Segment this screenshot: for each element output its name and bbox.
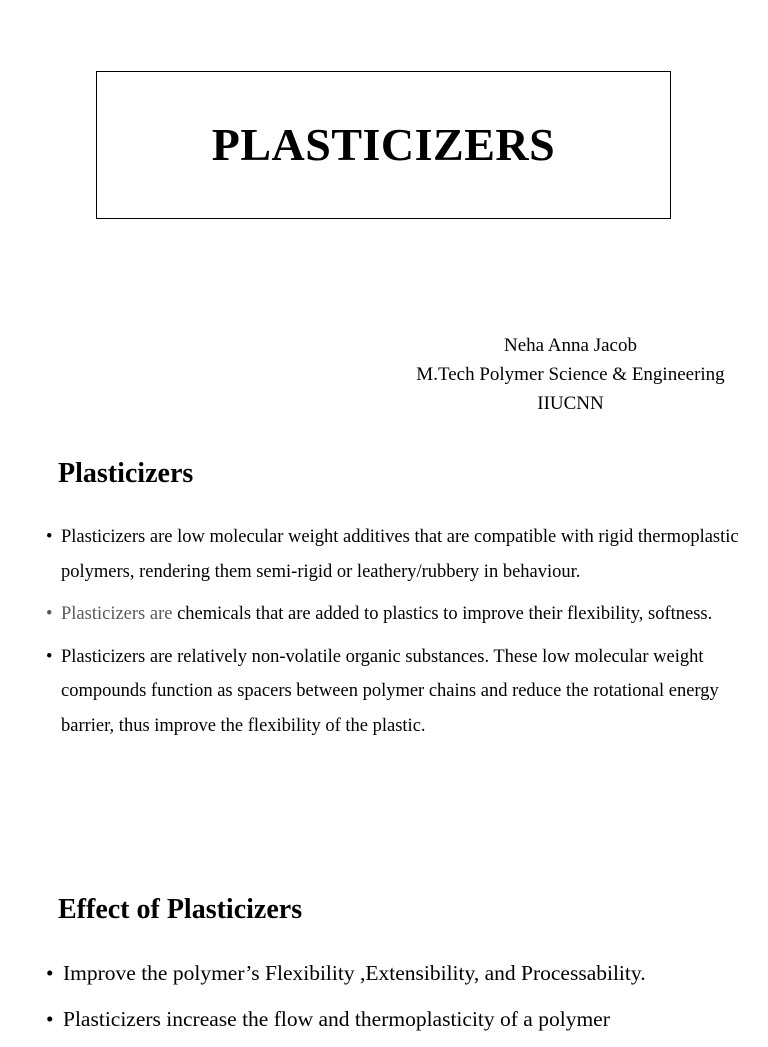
list-item [46, 597, 746, 632]
section-heading-plasticizers: Plasticizers [58, 458, 194, 489]
bullet-text: Plasticizers increase the flow and thermoplasticity of a polymer [63, 1007, 610, 1031]
bullet-icon: • [46, 1007, 54, 1031]
effect-bullet-list [46, 955, 746, 1047]
list-item [46, 1001, 746, 1037]
author-name: Neha Anna Jacob [504, 335, 637, 356]
bullet-text: chemicals that are added to plastics to improve their flexibility, softness. [177, 604, 713, 624]
slide-title: PLASTICIZERS [211, 118, 556, 170]
plasticizers-bullet-list [46, 520, 746, 751]
list-item [46, 640, 746, 744]
author-block [400, 331, 741, 418]
bullet-text-muted: Plasticizers are [61, 604, 178, 624]
bullet-icon: • [46, 961, 54, 985]
bullet-icon: • [46, 604, 53, 624]
bullet-text: Plasticizers are low molecular weight additives that are compatible with rigid thermoplastic polymers, rendering them semi-rigid or leathery/rubbery in behaviour. [61, 527, 739, 582]
bullet-icon: • [46, 527, 53, 547]
bullet-text: Plasticizers are relatively non-volatile organic substances. These low molecular weight compounds function as spacers between polymer chains and reduce the rotational energy barrier, thus improve the flexibility of the plastic. [61, 646, 719, 736]
section-heading-effect: Effect of Plasticizers [58, 894, 303, 925]
list-item [46, 955, 746, 991]
author-program: M.Tech Polymer Science & Engineering [416, 364, 725, 385]
list-item [46, 520, 746, 589]
bullet-icon: • [46, 646, 53, 667]
title-box [96, 71, 671, 219]
bullet-text: Improve the polymer’s Flexibility ,Extensibility, and Processability. [63, 961, 646, 985]
author-institution: IIUCNN [537, 393, 604, 414]
